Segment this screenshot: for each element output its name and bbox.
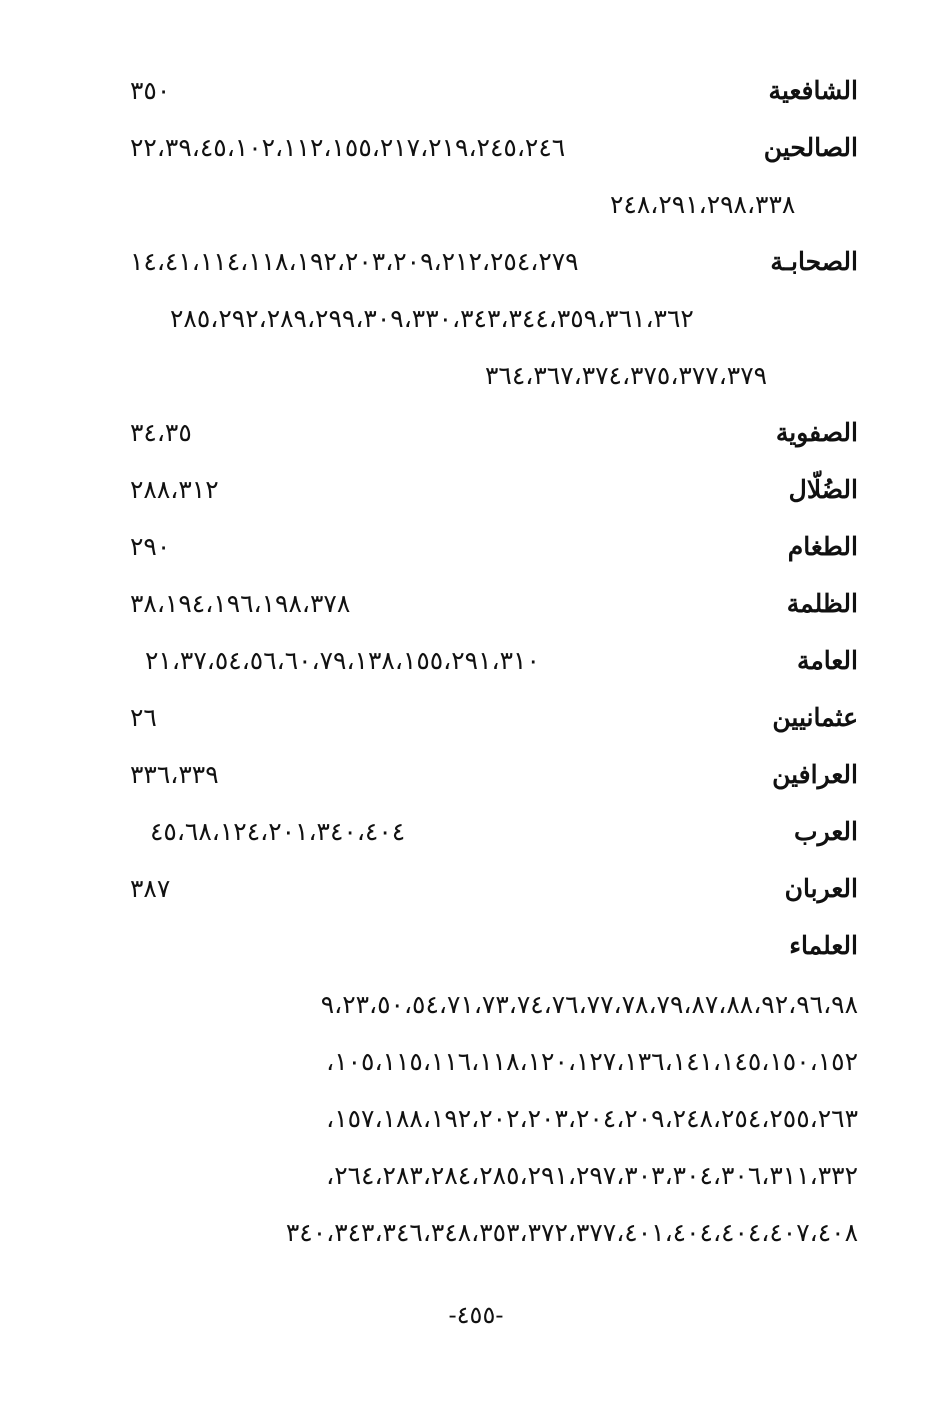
page-references: ٣٨٧ [130, 874, 171, 903]
index-entry [130, 921, 858, 971]
page-references: ٣٥٠ [130, 76, 171, 105]
page-references: ٢٢،٣٩،٤٥،١٠٢،١١٢،١٥٥،٢١٧،٢١٩،٢٤٥،٢٤٦ [130, 133, 566, 162]
index-term: الصفوية [775, 418, 858, 447]
index-continuation [130, 1037, 858, 1087]
index-entry [130, 864, 858, 914]
index-term: الطغام [787, 532, 858, 561]
index-continuation [130, 351, 858, 401]
index-term: الظلمة [786, 589, 858, 618]
index-term: العربان [784, 874, 858, 903]
index-term: العلماء [789, 931, 858, 960]
page-references: ٩،٢٣،٥٠،٥٤،٧١،٧٣،٧٤،٧٦،٧٧،٧٨،٧٩،٨٧،٨٨،٩٢،٩٦،٩٨ [320, 990, 858, 1019]
page-references: ٢٨٥،٢٩٢،٢٨٩،٢٩٩،٣٠٩،٣٣٠،٣٤٣،٣٤٤،٣٥٩،٣٦١،٣٦٢ [170, 304, 694, 333]
page-references: ١٤،٤١،١١٤،١١٨،١٩٢،٢٠٣،٢٠٩،٢١٢،٢٥٤،٢٧٩ [130, 247, 579, 276]
index-entry [130, 123, 858, 173]
index-term: الضُلّال [788, 475, 858, 504]
index-continuation [130, 1094, 858, 1144]
index-entry [130, 636, 858, 686]
index-term: العرافين [772, 760, 858, 789]
page-references: ٣٤،٣٥ [130, 418, 192, 447]
page-references: ٣٤٠،٣٤٣،٣٤٦،٣٤٨،٣٥٣،٣٧٢،٣٧٧،٤٠١،٤٠٤،٤٠٤،٤٠٧،٤٠٨ [285, 1218, 858, 1247]
index-entry [130, 66, 858, 116]
page-references: ٢٩٠ [130, 532, 171, 561]
index-entry [130, 465, 858, 515]
index-continuation [130, 1151, 858, 1201]
page-references: ٤٥،٦٨،١٢٤،٢٠١،٣٤٠،٤٠٤ [150, 817, 406, 846]
index-entry [130, 237, 858, 287]
page-references: ٢٤٨،٢٩١،٢٩٨،٣٣٨ [610, 190, 796, 219]
page-references: ٢١،٣٧،٥٤،٥٦،٦٠،٧٩،١٣٨،١٥٥،٢٩١،٣١٠ [145, 646, 540, 675]
page-references: ٢٨٨،٣١٢ [130, 475, 219, 504]
page-references: ١٠٥،١١٥،١١٦،١١٨،١٢٠،١٢٧،١٣٦،١٤١،١٤٥،١٥٠،١٥٢، [326, 1047, 858, 1076]
page-number: -٤٥٥- [448, 1301, 504, 1329]
index-entry [130, 579, 858, 629]
index-term: الصالحين [763, 133, 858, 162]
index-term: عثمانيين [772, 703, 858, 732]
index-entry [130, 408, 858, 458]
page-references: ٢٦ [130, 703, 157, 732]
index-continuation [130, 294, 858, 344]
index-entry [130, 522, 858, 572]
index-entry [130, 750, 858, 800]
index-term: الشافعية [768, 76, 858, 105]
page-references: ٣٣٦،٣٣٩ [130, 760, 219, 789]
page-references: ١٥٧،١٨٨،١٩٢،٢٠٢،٢٠٣،٢٠٤،٢٠٩،٢٤٨،٢٥٤،٢٥٥،٢٦٣، [326, 1104, 858, 1133]
page-references: ٣٦٤،٣٦٧،٣٧٤،٣٧٥،٣٧٧،٣٧٩ [485, 361, 768, 390]
index-continuation [130, 1208, 858, 1258]
page-references: ٢٦٤،٢٨٣،٢٨٤،٢٨٥،٢٩١،٢٩٧،٣٠٣،٣٠٤،٣٠٦،٣١١،٣٣٢، [326, 1161, 858, 1190]
page-references: ٣٨،١٩٤،١٩٦،١٩٨،٣٧٨ [130, 589, 351, 618]
index-entry [130, 693, 858, 743]
index-continuation [130, 180, 858, 230]
index-term: الصحابـة [770, 247, 858, 276]
index-entry [130, 807, 858, 857]
index-term: العرب [794, 817, 858, 846]
index-term: العامة [796, 646, 858, 675]
index-continuation [130, 980, 858, 1030]
